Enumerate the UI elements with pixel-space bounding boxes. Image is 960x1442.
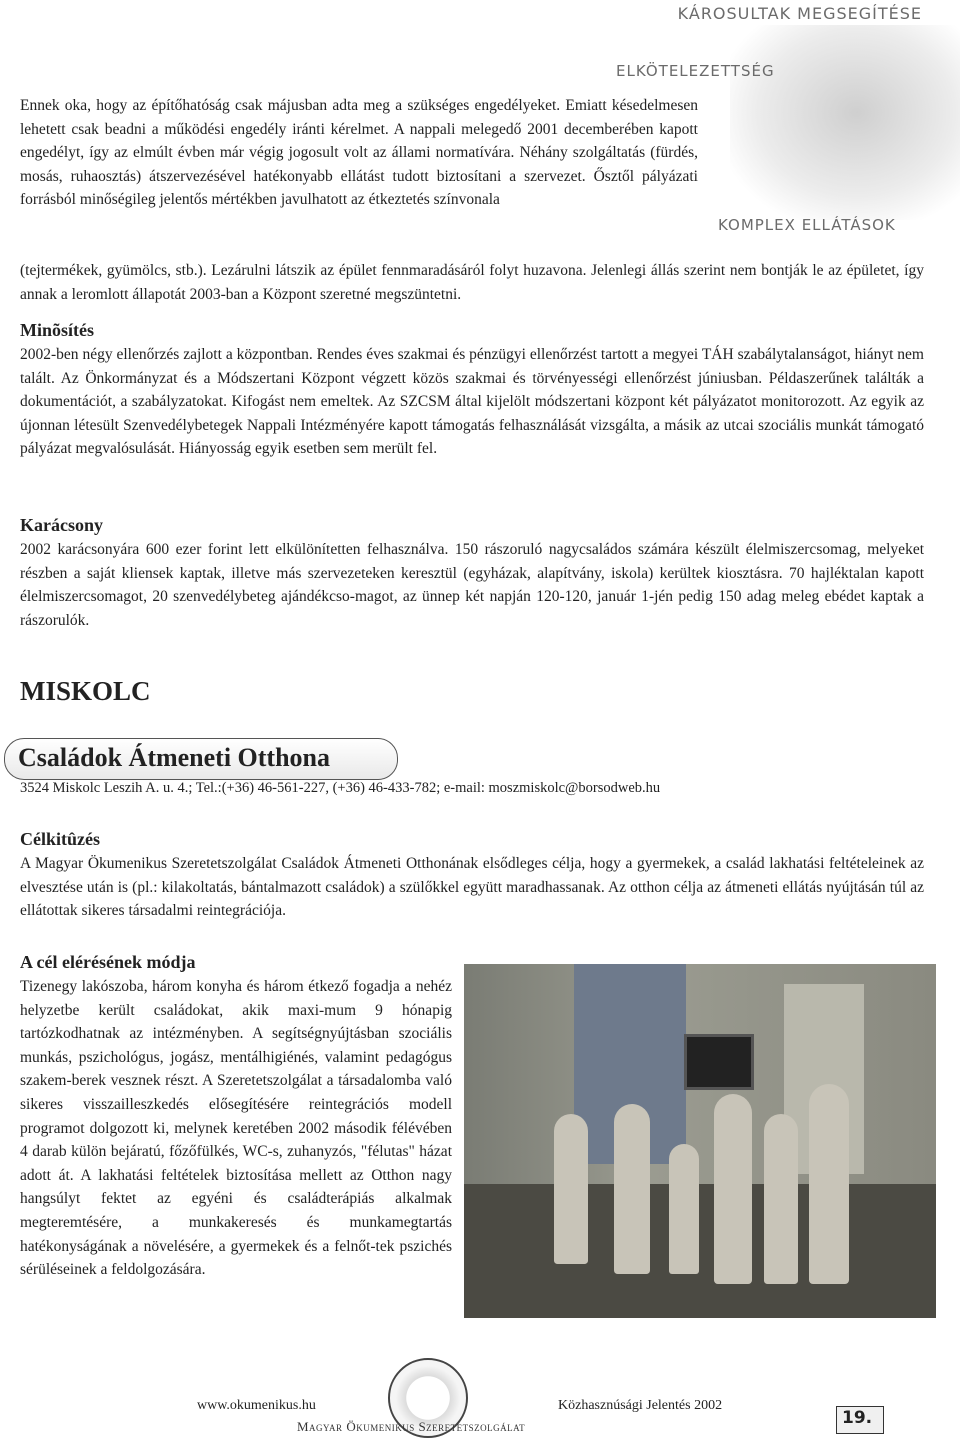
footer-report-title: Közhasznúsági Jelentés 2002 bbox=[558, 1398, 723, 1413]
photo-child bbox=[614, 1104, 650, 1274]
celkituzes-paragraph: A Magyar Ökumenikus Szeretetszolgálat Családok Átmeneti Otthonának elsődleges célja, hogy a gyermekek, a család lakhatási feltételeinek az elvesztése után is (pl.: kilakoltatás, bántalmazott családok) a szülőkkel együtt maradhassanak. Az otthon célja az átmeneti ellátás nyújtásán túl az ellátottak sikeres társadalmi reintegrációja. bbox=[20, 855, 924, 920]
intro-paragraph-bottom: (tejtermékek, gyümölcs, stb.). Lezárulni látszik az épület fennmaradásáról folyt huzavona. Jelenlegi állás szerint nem bontják le az épületet, így annak a leromlott állapotát 2003-ban a Központ szeretné megszüntetni. bbox=[20, 262, 924, 303]
footer-organization: Magyar Ökumenikus Szeretetszolgálat bbox=[297, 1419, 526, 1434]
modja-heading: A cél elérésének módja bbox=[20, 952, 196, 972]
institution-address: 3524 Miskolc Leszih A. u. 4.; Tel.:(+36) 46-561-227, (+36) 46-433-782; e-mail: moszmiskolc@borsodweb.hu bbox=[20, 780, 661, 796]
page-number: 19. bbox=[842, 1408, 873, 1428]
photo-child bbox=[809, 1084, 849, 1284]
modja-paragraph: Tizenegy lakószoba, három konyha és három étkező fogadja a nehéz helyzetbe került családokat, akik maxi-mum 9 hónapig tartózkodhatnak az intézményben. A segítségnyújtásban szociális munkás, pszichológus, jogász, mentálhigiénés, valamint pedagógus szakem-berek vesznek részt. A Szeretetszolgálat a társadalomba való sikeres visszailleszkedés elősegítésére reintegrációs modell programot dolgozott ki, melynek keretében 2002 második félévében 4 darab külön bejáratú, főzőfülkés, WC-s, zuhanyzós, "félutas" házat adott át. A lakhatási feltételek biztosítása mellett az Otthon nagy hangsúlyt fektet az egyéni és családterápiás alkalmak megteremtésére, a munkakeresés és munkamegtartás hatékonyságának a növelésére, a gyermekek és a felnőt-tek pszichés sérüléseinek a feldolgozására. bbox=[20, 978, 452, 1279]
photo-tv bbox=[684, 1034, 754, 1090]
photo-child bbox=[554, 1114, 588, 1264]
header-category-right: KOMPLEX ELLÁTÁSOK bbox=[718, 216, 896, 234]
intro-paragraph-top: Ennek oka, hogy az építőhatóság csak májusban adta meg a szükséges engedélyeket. Emiatt késedelmesen lehetett csak beadni a működési engedély iránti kérelmet. A nappali melegedő 2001 decemberében kapott engedélyt, így az elmúlt évben már végig jogosult volt az állami normatívára. Néhány szolgáltatás (fürdés, mosás, ruhaosztás) átszervezésével hatékonyabb ellátást tudott biztosítani a szervezet. Ősztől pályázati forrásból minőségileg jelentős mértékben javulhatott az étkeztetés színvonala bbox=[20, 97, 698, 209]
karacsony-heading: Karácsony bbox=[20, 515, 103, 535]
photo-child bbox=[764, 1114, 798, 1284]
photo-floor bbox=[464, 1184, 936, 1318]
footer-website: www.okumenikus.hu bbox=[197, 1398, 316, 1413]
children-group-photo bbox=[464, 964, 936, 1318]
photo-child bbox=[669, 1144, 699, 1274]
celkituzes-heading: Célkitûzés bbox=[20, 829, 100, 849]
photo-child bbox=[714, 1094, 752, 1284]
city-heading: MISKOLC bbox=[20, 676, 151, 706]
institution-title: Családok Átmeneti Otthona bbox=[18, 743, 331, 772]
karacsony-paragraph: 2002 karácsonyára 600 ezer forint lett elkülönítetten felhasználva. 150 rászoruló nagycsaládos számára készült élelmiszercsomag, melyeket részben a saját kliensek kaptak, illetve más szervezeteken keresztül (egyházak, alapítvány, iskola) kerültek kiosztásra. 70 hajléktalan kapott élelmiszercsomagot, 20 szenvedélybeteg ajándékcso-magot, az ünnep két napján 120-120, január 1-jén pedig 150 adag meleg ebédet kaptak a rászorulók. bbox=[20, 541, 924, 629]
header-photo-boy-with-plant bbox=[730, 25, 960, 220]
minosites-paragraph: 2002-ben négy ellenőrzés zajlott a központban. Rendes éves szakmai és pénzügyi ellenőrzést tartott a megyei TÁH szabálytalanságot, hiányt nem talált. Az Önkormányzat és a Módszertani Központ végzett közös szakmai és törvényességi ellenőrzést júniusban. Példaszerűnek találták a dokumentációt, a szabályzatokat. Kifogást nem emeltek. Az SZCSM által kijelölt módszertani központ két pályázatot monitorozott. Az egyik az újonnan létesült Szenvedélybetegek Nappali Intézményére kapott támogatás felhasználását vizsgálta, a másik az utcai szociális munkát támogató pályázat megvalósulását. Hiányosság egyik esetben sem merült fel. bbox=[20, 346, 924, 458]
header-category-top: KÁROSULTAK MEGSEGÍTÉSE bbox=[677, 4, 922, 23]
header-category-middle: ELKÖTELEZETTSÉG bbox=[616, 62, 775, 80]
minosites-heading: Minõsítés bbox=[20, 320, 94, 340]
